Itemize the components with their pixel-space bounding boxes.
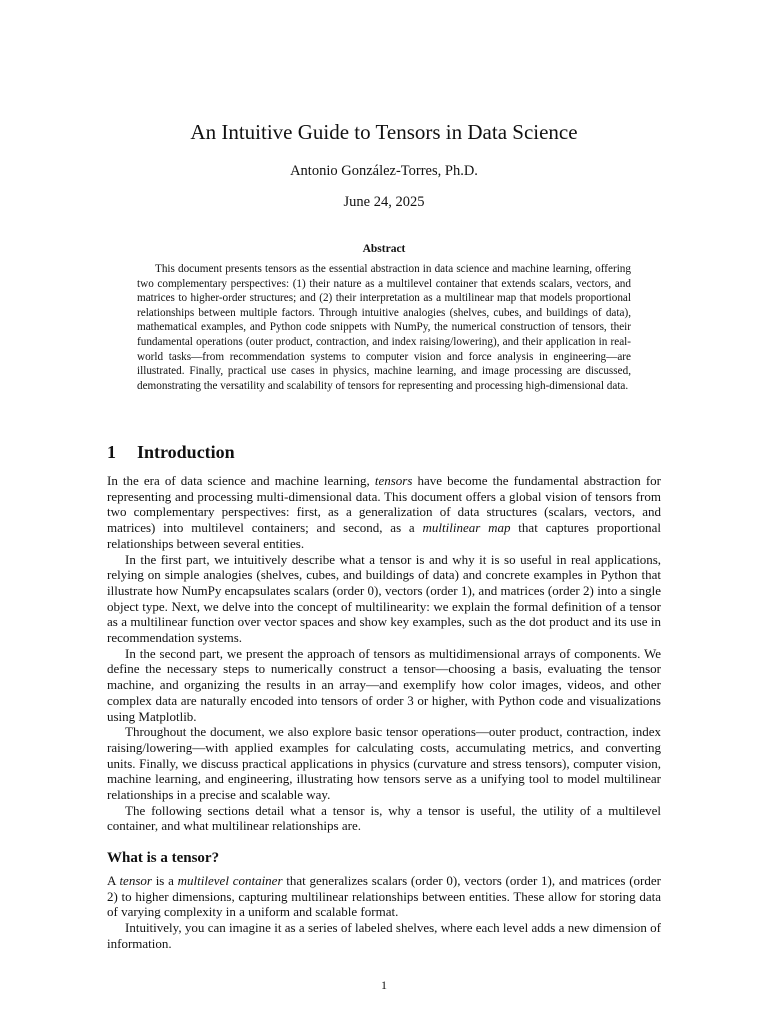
text-run: have become the fundamental abstraction for representing and processing multi-dimensional data. This document offers a global vision of tensors from two complementary perspectives: first, as a generalization of data structures (scalars, vectors, and matrices) into multilevel containers; and second, as a — [107, 473, 661, 536]
text-run: that captures proportional relationships between several entities. — [107, 520, 661, 551]
document-author: Antonio González-Torres, Ph.D. — [290, 163, 478, 179]
subsection-body — [107, 873, 661, 952]
section-number: 1 — [107, 442, 116, 462]
introduction-body — [107, 473, 661, 834]
text-run: is a — [151, 873, 178, 888]
paragraph — [107, 873, 661, 920]
section-title: Introduction — [137, 442, 235, 462]
paragraph: The following sections detail what a tensor is, why a tensor is useful, the utility of a multilevel container, and what multilinear relationships are. — [107, 802, 661, 834]
subsection-heading: What is a tensor? — [107, 850, 220, 866]
text-run: A — [107, 873, 120, 888]
text-run: In the era of data science and machine learning, — [107, 473, 375, 488]
text-run: that generalizes scalars (order 0), vectors (order 1), and matrices (order 2) to higher dimensions, capturing multilinear relationships between entities. These allow for storing data of varying complexity in a uniform and scalable format. — [107, 873, 661, 920]
paragraph: In the first part, we intuitively describe what a tensor is and why it is so useful in real applications, relying on simple analogies (shelves, cubes, and buildings of data) and concrete examples in Python that illustrate how NumPy encapsulates scalars (order 0), vectors (order 1), and matrices (order 2) into a single object type. Next, we delve into the concept of multilinearity: we explain the formal definition of a tensor as a multilinear function over vector spaces and show key examples, such as the dot product and its use in recommendation systems. — [107, 551, 661, 646]
section-heading-introduction — [107, 440, 667, 464]
paragraph: In the second part, we present the approach of tensors as multidimensional arrays of components. We define the necessary steps to numerically construct a tensor—choosing a basis, evaluating the tensor machine, and organizing the results in an array—and exemplify how color images, videos, and other complex data are naturally encoded into tensors of order 3 or higher, with Python code and visualizations using Matplotlib. — [107, 645, 661, 724]
paragraph — [107, 473, 661, 552]
paragraph: Throughout the document, we also explore basic tensor operations—outer product, contraction, index raising/lowering—with applied examples for calculating costs, accumulating metrics, and converting units. Finally, we discuss practical applications in physics (curvature and stress tensors), computer vision, machine learning, and engineering, illustrating how tensors serve as a unifying tool to model multilinear relationships in a precise and scalable way. — [107, 724, 661, 803]
page-number: 1 — [381, 978, 387, 992]
abstract-heading: Abstract — [362, 243, 406, 255]
document-date: June 24, 2025 — [343, 194, 425, 210]
emphasis-term: tensor — [119, 873, 152, 888]
emphasis-term: tensors — [374, 473, 413, 488]
abstract-text: This document presents tensors as the essential abstraction in data science and machine learning, offering two complementary perspectives: (1) their nature as a multilevel container that extends scalars, vectors, and matrices to higher-order structures; and (2) their interpretation as a multilinear map that models proportional relationships between multiple factors. Through intuitive analogies (shelves, cubes, and buildings of data), mathematical examples, and Python code snippets with NumPy, the numerical construction of tensors, their fundamental operations (outer product, contraction, and index raising/lowering), and their application in real-world tasks—from recommendation systems to computer vision and force analysis in engineering—are illustrated. Finally, practical use cases in physics, machine learning, and image processing are discussed, demonstrating the versatility and scalability of tensors for representing and processing high-dimensional data. — [137, 263, 631, 392]
emphasis-term: multilevel container — [177, 873, 283, 888]
document-title: An Intuitive Guide to Tensors in Data Science — [190, 120, 578, 144]
emphasis-term: multilinear map — [422, 520, 511, 536]
paragraph: Intuitively, you can imagine it as a series of labeled shelves, where each level adds a new dimension of information. — [107, 920, 661, 951]
